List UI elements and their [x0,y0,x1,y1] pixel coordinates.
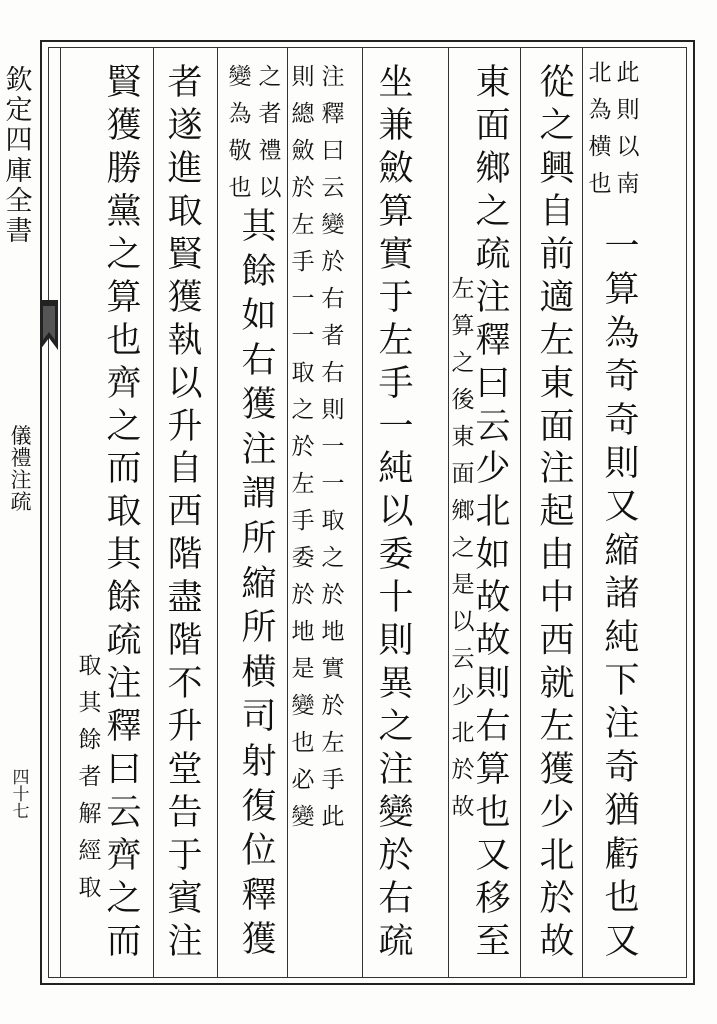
column-divider-6 [217,48,218,977]
text-column-7: 坐 兼 斂 算 實 于 左 手 一 純 以 委 十 則 異 之 注 變 於 右 疏 [378,63,414,962]
column-divider-1 [582,48,583,977]
column-divider-5 [287,48,288,977]
text-column-10: 之 者 禮 以 [258,64,282,201]
text-column-9: 則 總 斂 於 左 手 一 一 取 之 於 左 手 委 於 地 是 變 也 必 變 [291,64,315,830]
text-column-12: 其 餘 如 右 獲 注 謂 所 縮 所 横 司 射 復 位 釋 獲 [241,207,277,961]
text-column-5: 東 面 鄉 之 疏 注 釋 曰 云 少 北 如 故 故 則 右 算 也 又 移 至 [475,63,511,962]
text-column-13: 者 遂 進 取 賢 獲 執 以 升 自 西 階 盡 階 不 升 堂 告 于 賓 注 [167,63,203,962]
text-column-14: 賢 獲 勝 黨 之 算 也 齊 之 而 取 其 餘 疏 注 釋 曰 云 齊 之 而 [106,63,142,962]
column-divider-2 [520,48,521,977]
text-column-4: 從 之 興 自 前 適 左 東 面 注 起 由 中 西 就 左 獲 少 北 於 故 [539,63,575,962]
text-column-3: 一 算 為 奇 奇 則 又 縮 諸 純 下 注 奇 猶 虧 也 又 [604,227,640,962]
margin-book-title: 儀禮注疏 [10,424,32,515]
text-column-15: 取 其 餘 者 解 經 取 [78,653,102,901]
fishtail-mark [40,300,58,350]
margin-page-number: 四十七 [12,768,30,822]
text-column-2: 北 為 横 也 [588,60,612,197]
margin-collection-title: 欽定四庫全書 [5,65,37,248]
text-column-8: 注 釋 曰 云 變 於 右 者 右 則 一 一 取 之 於 地 實 於 左 手 此 [321,64,345,830]
column-divider-3 [448,48,449,977]
text-column-1: 此 則 以 南 [616,60,640,197]
column-divider-7 [153,48,154,977]
column-divider-8 [60,48,61,977]
text-column-11: 變 為 敬 也 [228,64,252,201]
text-column-6: 左 算 之 後 東 面 鄉 之 是 以 云 少 北 於 故 [451,276,475,820]
column-divider-4 [362,48,363,977]
